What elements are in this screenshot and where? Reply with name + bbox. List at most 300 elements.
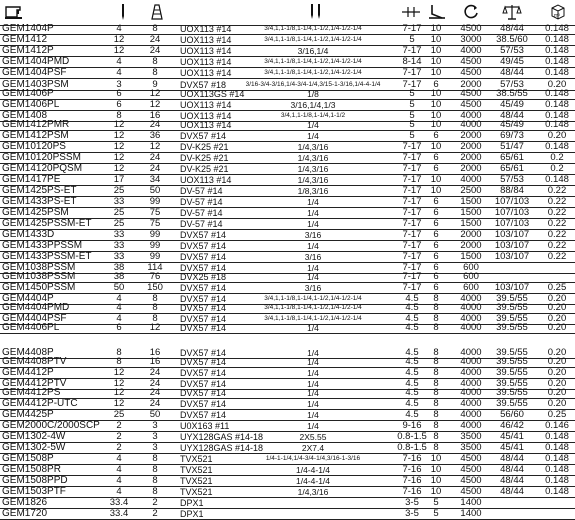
threads-cell: 99 [149,251,161,262]
threads-cell: 8 [152,313,158,324]
feed-cell: 6 [433,229,439,240]
model-cell: GEM4408PTV [2,356,67,367]
gauge-cell: 1/4 [307,197,319,207]
speed-cell: 2000 [460,79,482,90]
weight-cell: 45/49 [500,119,524,130]
svg-text:m³: m³ [554,13,560,19]
table-row [0,88,575,100]
speed-cell: 1500 [460,251,482,262]
feed-cell: 6 [433,271,439,282]
model-cell: GEM1433PSSM-ET [2,251,92,262]
weight-cell: 39.5/55 [496,387,528,398]
power-cell: 0.22 [547,185,567,196]
needles-cell: 8 [116,356,122,367]
gauge-cell: 1/8,3/16 [297,186,329,196]
speed-cell: 4500 [460,453,482,464]
gauge-cell: 3/16 [304,230,322,240]
gauge-cell: 3/16 [304,283,322,293]
model-cell: GEM1720 [2,508,48,519]
power-cell: 0.148 [545,56,569,67]
table-row [0,79,575,91]
needles-cell: 38 [113,262,125,273]
speed-cell: 4500 [460,56,482,67]
stitch-cell: 7-17 [402,240,422,251]
threads-cell: 8 [152,67,158,78]
needle-cell: DVX25 #18 [180,272,227,282]
power-cell [540,274,574,282]
feed-cell: 6 [433,207,439,218]
needles-cell: 2 [116,431,122,442]
weight-cell: 103/107 [494,282,530,293]
stitch-cell: 4.5 [405,387,419,398]
gauge-cell: 1/4 [307,388,319,398]
model-cell: GEM1404P [2,23,54,34]
feed-cell: 8 [433,409,439,420]
needle-cell: DV-57 #14 [180,219,223,229]
threads-cell: 12 [149,322,161,333]
model-cell: GEM4425P [2,409,54,420]
power-cell: 0.148 [545,475,569,486]
table-row [0,334,575,359]
needle-cell: DV-57 #14 [180,186,223,196]
needle-cell: DV-K25 #21 [180,164,229,174]
stitch-cell: 4.5 [405,322,419,333]
needles-cell: 4 [116,475,122,486]
threads-cell: 36 [149,130,161,141]
stitch-cell: 7-17 [402,207,422,218]
model-cell: GEM1433PS-ET [2,196,77,207]
model-cell: GEM1433D [2,229,55,240]
presser-foot-lift-icon [427,1,447,23]
gauge-cell: 3/4,1,1-1/8,1-1/4,1-1/2,1/4-1/2-1/4 [264,58,362,65]
weight-cell: 103/107 [494,229,530,240]
model-cell: GEM14120PQSM [2,163,83,174]
feed-cell: 8 [433,420,439,431]
weight-cell: 48/44 [500,464,524,475]
weight-cell [488,498,536,508]
table-row [0,432,575,443]
threads-cell: 12 [149,88,161,99]
power-cell: 0.148 [545,23,569,34]
feed-cell: 5 [433,497,439,508]
needles-cell: 12 [113,45,125,56]
needles-cell: 12 [113,367,125,378]
table-row [0,57,575,68]
speed-icon [461,1,481,23]
feed-cell: 8 [433,431,439,442]
stitch-cell: 7-17 [402,45,422,56]
model-cell: GEM1412 [2,34,48,45]
stitch-cell: 4.5 [405,347,419,358]
speed-cell: 4500 [460,464,482,475]
needles-cell: 12 [113,141,125,152]
gauge-cell: 1/4 [307,379,319,389]
table-row [0,509,575,520]
power-cell: 0.148 [545,110,569,121]
needle-cell: DVX57 #14 [180,283,227,293]
threads-cell: 8 [152,453,158,464]
threads-cell: 99 [149,196,161,207]
model-cell: GEM4408P [2,347,54,358]
needles-cell: 38 [113,271,125,282]
stitch-cell: 4.5 [405,356,419,367]
power-cell: 0.20 [547,130,567,141]
needles-cell: 12 [113,398,125,409]
needle-cell: UOX113 #14 [180,111,232,121]
needle-cell: DV-K25 #21 [180,142,229,152]
speed-cell: 4000 [460,293,482,304]
gauge-cell: 1/4 [307,410,319,420]
table-row [0,379,575,390]
stitch-cell: 7-16 [402,453,422,464]
feed-cell: 6 [433,130,439,141]
threads-cell: 99 [149,229,161,240]
weight-cell: 39.5/55 [496,322,528,333]
needle-cell: TVX521 [180,465,213,475]
feed-cell: 8 [433,367,439,378]
weight-cell: 48/44 [500,67,524,78]
needles-cell: 12 [113,387,125,398]
power-cell: 0.148 [545,99,569,110]
feed-cell: 10 [430,45,442,56]
feed-cell: 10 [430,185,442,196]
power-cell: 0.22 [547,207,567,218]
gauge-cell: 1/4 [307,219,319,229]
stitch-cell: 7-17 [402,282,422,293]
gauge-cell: 1/4 [307,399,319,409]
table-row [0,186,575,197]
stitch-cell: 3-5 [405,508,419,519]
model-cell: GEM1508PR [2,464,61,475]
needles-cell: 4 [116,293,122,304]
speed-cell: 4000 [460,322,482,333]
model-cell: GEM1406P [2,88,54,99]
model-cell: GEM1425PSSM-ET [2,218,92,229]
gauge-cell: 1/4 [307,241,319,251]
table-row [0,263,575,274]
gauge-cell: 2X7.4 [301,443,325,453]
table-row [0,252,575,263]
model-cell: GEM1408 [2,110,48,121]
feed-cell: 10 [430,141,442,152]
feed-cell: 6 [433,240,439,251]
speed-cell: 2000 [460,141,482,152]
threads-cell: 9 [152,79,158,90]
feed-cell: 8 [433,313,439,324]
speed-cell: 4000 [460,174,482,185]
gauge-cell: 1/8 [307,89,319,99]
needle-cell: UYX128GAS #14-18 [180,432,264,442]
stitch-cell: 7-17 [402,67,422,78]
needles-cell: 33 [113,251,125,262]
table-row [0,302,575,314]
weight-cell: 45/41 [500,442,524,453]
needle-cell: DVX57 #14 [180,241,227,251]
power-cell: 0.20 [547,367,567,378]
feed-cell: 8 [433,387,439,398]
threads-cell: 75 [149,218,161,229]
feed-cell: 10 [430,34,442,45]
needles-cell: 33 [113,240,125,251]
stitch-cell: 5 [409,88,415,99]
threads-cell: 8 [152,475,158,486]
table-row [0,175,575,186]
gauge-cell [258,498,368,508]
power-cell [540,498,574,508]
model-cell: GEM1403PSM [2,79,69,90]
feed-cell: 10 [430,88,442,99]
speed-cell: 2000 [460,240,482,251]
needle-cell: DVX57 #14 [180,368,227,378]
feed-cell: 10 [430,56,442,67]
weight-cell: 65/61 [500,163,524,174]
threads-cell: 114 [147,262,163,273]
speed-cell: 4500 [460,67,482,78]
model-cell: GEM4412P [2,367,54,378]
threads-cell: 50 [149,185,161,196]
table-row [0,197,575,208]
table-row [0,111,575,122]
weight-cell [488,274,536,282]
threads-cell: 8 [152,302,158,313]
needle-cell: TVX521 [180,454,213,464]
needles-cell: 8 [116,347,122,358]
scale-weight-icon [501,1,523,23]
weight-cell: 56/60 [500,409,524,420]
table-row [0,164,575,175]
power-cell: 0.20 [547,293,567,304]
needle-cell: DVX57 #14 [180,131,227,141]
threads-cell: 75 [149,207,161,218]
power-cell: 0.20 [547,322,567,333]
power-cell: 0.20 [547,356,567,367]
table-row [0,119,575,131]
weight-cell: 39.5/55 [496,302,528,313]
threads-cell: 99 [149,240,161,251]
needles-cell: 4 [116,67,122,78]
needle-cell: DVX57 #14 [180,348,227,358]
gauge-cell: 3/16,1/4,1/3 [290,100,336,110]
feed-cell: 6 [433,282,439,293]
needle-cell: TVX521 [180,476,213,486]
weight-cell: 39.5/55 [496,378,528,389]
needles-cell: 2 [116,420,122,431]
speed-cell: 1500 [460,196,482,207]
table-row [0,131,575,142]
feed-cell: 6 [433,218,439,229]
stitch-cell: 7-17 [402,163,422,174]
gauge-cell: 3/16,1/4 [297,46,329,56]
gauge-cell: 1/4 [307,357,319,367]
needle-cell: DVX57 #14 [180,379,227,389]
weight-cell: 48/44 [500,453,524,464]
needle-cell: DPX1 [180,498,204,508]
feed-cell: 10 [430,464,442,475]
model-cell: GEM4412P-UTC [2,398,78,409]
needle-cell: DPX1 [180,509,204,519]
power-cell: 0.20 [547,347,567,358]
feed-cell: 8 [433,302,439,313]
speed-cell: 600 [463,271,479,282]
speed-cell: 4500 [460,486,482,497]
feed-cell: 10 [430,110,442,121]
threads-cell: 12 [149,99,161,110]
model-cell: GEM1425PS-ET [2,185,77,196]
stitch-cell: 8-14 [402,56,422,67]
needles-cell: 33 [113,229,125,240]
table-row [0,219,575,230]
threads-cell: 16 [149,347,161,358]
power-cell: 0.20 [547,79,567,90]
threads-cell: 8 [152,293,158,304]
power-cell: 0.20 [547,398,567,409]
weight-cell: 65/61 [500,152,524,163]
needles-cell: 12 [113,34,125,45]
stitch-cell: 4.5 [405,378,419,389]
feed-cell: 10 [430,486,442,497]
speed-cell: 4500 [460,99,482,110]
weight-cell: 51/47 [500,141,524,152]
model-cell: GEM4412PS [2,387,61,398]
speed-cell: 4000 [460,356,482,367]
needles-cell: 4 [116,56,122,67]
stitch-cell: 7-17 [402,23,422,34]
table-row [0,399,575,410]
weight-cell: 39.5/55 [496,347,528,358]
speed-cell: 1500 [460,218,482,229]
needle-cell: UOX113 #14 [180,175,232,185]
model-cell: GEM1826 [2,497,48,508]
table-row [0,487,575,498]
stitch-cell: 0.8-1.5 [397,431,427,442]
feed-cell: 8 [433,347,439,358]
model-cell: GEM1412P [2,45,54,56]
gauge-cell: 3/4,1,1-1/8,1-1/4,1-1/2,1/4-1/2-1/4 [264,36,362,43]
speed-cell: 4500 [460,88,482,99]
header-row [0,0,575,26]
table-row [0,68,575,79]
model-cell: GEM1038PSSM [2,262,76,273]
weight-cell: 57/53 [500,79,524,90]
needle-cell: UOX113 #14 [180,24,232,34]
speed-cell: 3500 [460,442,482,453]
power-cell: 0.20 [547,302,567,313]
feed-cell: 10 [430,67,442,78]
power-cell [540,509,574,519]
threads-cell: 50 [149,409,161,420]
threads-cell: 24 [149,45,161,56]
weight-cell: 107/103 [494,207,530,218]
model-cell: GEM4406PL [2,322,60,333]
speed-cell: 1400 [460,497,482,508]
table-row [0,271,575,283]
power-cell: 0.25 [547,282,567,293]
model-cell: GEM10120PSSM [2,152,81,163]
needle-cell: DV-57 #14 [180,208,223,218]
model-cell: GEM4404PMD [2,302,70,313]
weight-cell: 57/53 [500,45,524,56]
speed-cell: 600 [463,282,479,293]
feed-cell: 6 [433,152,439,163]
threads-cell: 24 [149,152,161,163]
gauge-cell: 2X5.55 [299,432,327,442]
model-cell: GEM4412PTV [2,378,67,389]
model-cell: GEM10120PS [2,141,66,152]
needles-cell: 12 [113,163,125,174]
speed-cell: 4000 [460,119,482,130]
power-cell: 0.148 [545,88,569,99]
stitch-cell: 7-16 [402,475,422,486]
model-cell: GEM1508P [2,453,54,464]
needles-cell: 2 [116,442,122,453]
stitch-cell: 7-16 [402,486,422,497]
needles-cell: 4 [116,302,122,313]
threads-cell: 16 [149,110,161,121]
feed-cell: 8 [433,356,439,367]
weight-cell: 103/107 [494,251,530,262]
speed-cell: 2000 [460,152,482,163]
needles-cell: 4 [116,486,122,497]
table-row [0,46,575,57]
needles-cell: 6 [116,99,122,110]
gauge-cell: 3/4,1,1-1/8,1-1/4,1-1/2,1/4-1/2-1/4 [264,295,362,302]
threads-cell: 24 [149,163,161,174]
feed-cell: 10 [430,119,442,130]
gauge-cell: 1/4,3/16 [297,175,329,185]
power-cell: 0.148 [545,431,569,442]
model-cell: GEM4404PSF [2,313,67,324]
weight-cell: 103/107 [494,240,530,251]
weight-cell: 48/44 [500,110,524,121]
feed-cell: 6 [433,196,439,207]
weight-cell: 39.5/55 [496,313,528,324]
weight-cell: 57/53 [500,174,524,185]
model-cell: GEM1450PSSM [2,282,76,293]
needle-cell: DVX57 #14 [180,410,227,420]
weight-cell: 38.5/60 [496,34,528,45]
gauge-cell: 3/4,1,1-1/8,1-1/4,1-1/2,1/4-1/2-1/4 [264,69,362,76]
power-cube-icon [548,1,568,23]
stitch-cell: 4.5 [405,313,419,324]
feed-cell: 6 [433,163,439,174]
needle-cell: UOX113 #14 [180,46,232,56]
speed-cell: 4000 [460,347,482,358]
stitch-cell: 4.5 [405,293,419,304]
model-cell: GEM4404P [2,293,54,304]
threads-cell: 24 [149,398,161,409]
speed-cell: 3000 [460,34,482,45]
threads-cell: 24 [149,387,161,398]
weight-cell: 45/49 [500,99,524,110]
gauge-cell: 1/4 [307,323,319,333]
feed-cell: 8 [433,378,439,389]
model-cell: GEM1404PMD [2,56,70,67]
needles-cell: 25 [113,185,125,196]
stitch-cell: 7-17 [402,229,422,240]
speed-cell: 4000 [460,45,482,56]
feed-cell: 5 [433,508,439,519]
needle-cell: UOX113 #14 [180,35,232,45]
speed-cell: 3500 [460,431,482,442]
machine-icon [3,1,25,23]
gauge-cell: 1/4 [307,421,319,431]
speed-cell: 4000 [460,313,482,324]
stitch-cell: 5 [409,110,415,121]
threads-cell: 8 [152,486,158,497]
table-row [0,314,575,325]
feed-cell: 6 [433,79,439,90]
threads-cell: 12 [149,141,161,152]
